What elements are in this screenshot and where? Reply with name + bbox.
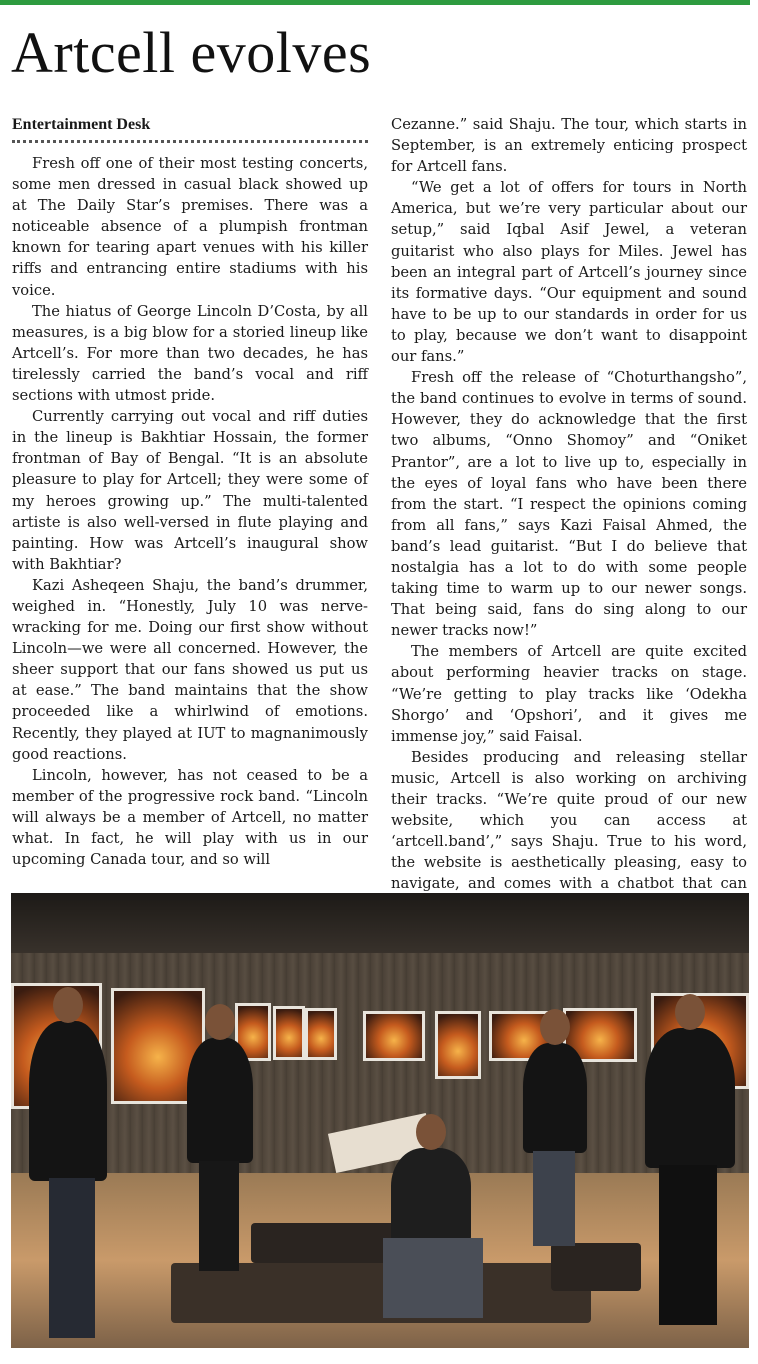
paragraph: Kazi Asheqeen Shaju, the band’s drummer, weighed in. “Honestly, July 10 was nerve-wracking for me. Doing our first show without Lincoln—we were all concerned. However, the sheer support that our fans showed us put us at ease.” The band maintains that the show proceeded like a whirlwind of emotions. Recently, they played at IUT to magnanimously good reactions.: [12, 576, 368, 763]
band-member-legs: [199, 1161, 239, 1271]
paragraph: Fresh off the release of “Choturthangsho”, the band continues to evolve in terms of sound. However, they do acknowledge that the first two albums, “Onno Shomoy” and “Oniket Prantor”, are a lot to live up to, especially in the eyes of loyal fans who have been there from the start. “I respect the opinions coming from all fans,” says Kazi Faisal Ahmed, the band’s lead guitarist. “But I do believe that nostalgia has a lot to do with some people taking time to warm up to our newer songs. That being said, fans do sing along to our newer tracks now!”: [391, 369, 747, 640]
band-photo: [11, 893, 749, 1348]
paragraph: “We get a lot of offers for tours in North America, but we’re very particular about our setup,” said Iqbal Asif Jewel, a veteran guitarist who also plays for Miles. Jewel has been an integral part of Artcell’s journey since its formative days. “Our equipment and sound have to be up to our standards in order for us to play, because we don’t want to disappoint our fans.”: [391, 179, 747, 366]
band-member: [645, 1028, 735, 1168]
paragraph-continued: Cezanne.” said Shaju. The tour, which starts in September, is an extremely enticing prospect for Artcell fans.: [391, 116, 747, 176]
article-column-right: [391, 114, 747, 916]
band-member: [391, 1148, 471, 1243]
exhibit-frame: [435, 1011, 481, 1079]
band-member: [29, 1021, 107, 1181]
paragraph: Lincoln, however, has not ceased to be a member of the progressive rock band. “Lincoln will always be a member of Artcell, no matter what. In fact, he will play with us in our upcoming Canada tour, and so will: [12, 766, 368, 869]
exhibit-frame: [305, 1008, 337, 1060]
paragraph: Besides producing and releasing stellar music, Artcell is also working on archiving their tracks. “We’re quite proud of our new website, which you can access at ‘artcell.band’,” says Shaju. True to his word, the website is aesthetically pleasing, easy to navigate, and comes with a chatbot that can: [391, 748, 747, 893]
exhibit-frame: [363, 1011, 425, 1061]
band-member: [187, 1038, 253, 1163]
exhibit-frame: [273, 1006, 305, 1060]
article-column-left: [12, 114, 368, 870]
floor-debris: [171, 1263, 591, 1323]
floor-debris: [551, 1243, 641, 1291]
paragraph: The hiatus of George Lincoln D’Costa, by all measures, is a big blow for a storied lineup like Artcell’s. For more than two decades, he has tirelessly carried the band’s vocal and riff sections with utmost pride.: [12, 302, 368, 405]
headline: Artcell evolves: [11, 20, 372, 85]
top-accent-bar: [0, 0, 750, 5]
band-member-legs: [533, 1151, 575, 1246]
band-member: [523, 1043, 587, 1153]
paragraph: Fresh off one of their most testing concerts, some men dressed in casual black showed up at The Daily Star’s premises. There was a noticeable absence of a plumpish frontman known for tearing apart venues with his killer riffs and entrancing entire stadiums with his voice.: [12, 155, 368, 299]
band-member-legs: [659, 1165, 717, 1325]
byline: Entertainment Desk: [12, 114, 368, 143]
band-member-legs: [383, 1238, 483, 1318]
paragraph: Currently carrying out vocal and riff duties in the lineup is Bakhtiar Hossain, the former frontman of Bay of Bengal. “It is an absolute pleasure to play for Artcell; they were some of my heroes growing up.” The multi-talented artiste is also well-versed in flute playing and painting. How was Artcell’s inaugural show with Bakhtiar?: [12, 408, 368, 573]
paragraph: The members of Artcell are quite excited about performing heavier tracks on stage. “We’re getting to play tracks like ‘Odekha Shorgo’ and ‘Opshori’, and it gives me immense joy,” said Faisal.: [391, 643, 747, 745]
band-member-legs: [49, 1178, 95, 1338]
